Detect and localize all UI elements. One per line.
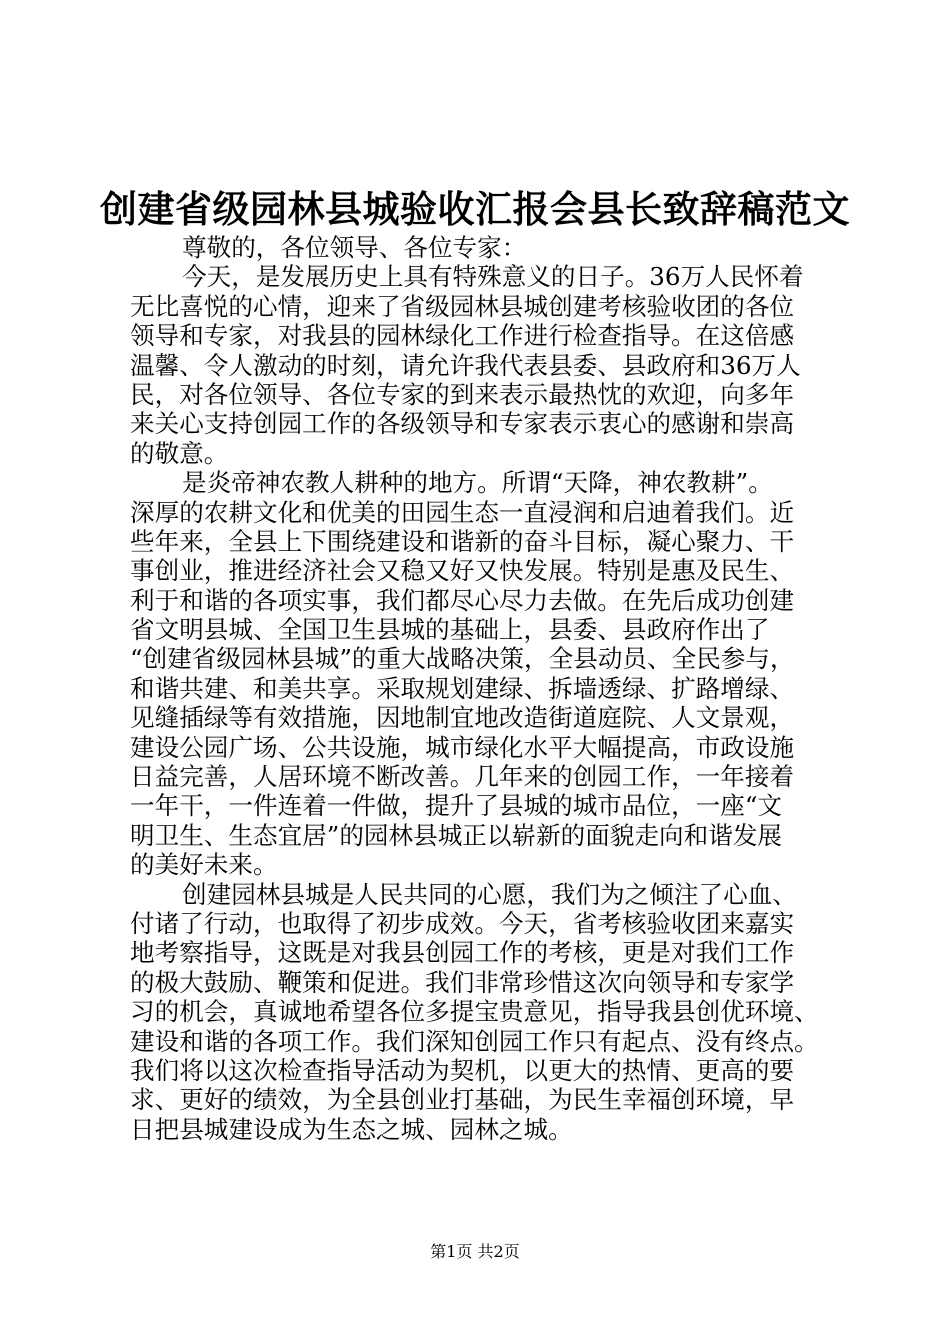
body-line: 创建园林县城是人民共同的心愿，我们为之倾注了心血、 — [182, 879, 797, 909]
body-line: 我们将以这次检查指导活动为契机，以更大的热情、更高的要 — [130, 1055, 795, 1085]
body-line: 求、更好的绩效，为全县创业打基础，为民生幸福创环境，早 — [130, 1085, 795, 1115]
body-line: 一年干，一件连着一件做，提升了县城的城市品位，一座“文 — [130, 791, 783, 821]
body-line: 习的机会，真诚地希望各位多提宝贵意见，指导我县创优环境、 — [130, 997, 819, 1027]
body-line: 民，对各位领导、各位专家的到来表示最热忱的欢迎，向多年 — [130, 379, 795, 409]
body-line: 温馨、令人激动的时刻，请允许我代表县委、县政府和36万人 — [130, 350, 801, 380]
body-line: 的美好未来。 — [130, 850, 278, 880]
document-body — [130, 233, 830, 1144]
body-line: 领导和专家，对我县的园林绿化工作进行检查指导。在这倍感 — [130, 321, 795, 351]
body-line: 些年来，全县上下围绕建设和谐新的奋斗目标，凝心聚力、干 — [130, 526, 795, 556]
body-line: 深厚的农耕文化和优美的田园生态一直浸润和启迪着我们。近 — [130, 497, 795, 527]
body-line: 建设公园广场、公共设施，城市绿化水平大幅提高，市政设施 — [130, 732, 795, 762]
body-line: 的敬意。 — [130, 438, 229, 468]
body-line: 尊敬的，各位领导、各位专家： — [182, 233, 527, 262]
body-line: 的极大鼓励、鞭策和促进。我们非常珍惜这次向领导和专家学 — [130, 967, 795, 997]
body-line: 今天，是发展历史上具有特殊意义的日子。36万人民怀着 — [182, 262, 804, 292]
body-line: 事创业，推进经济社会又稳又好又快发展。特别是惠及民生、 — [130, 556, 795, 586]
body-line: 利于和谐的各项实事，我们都尽心尽力去做。在先后成功创建 — [130, 585, 795, 615]
body-line: 建设和谐的各项工作。我们深知创园工作只有起点、没有终点。 — [130, 1026, 819, 1056]
body-line: 日把县城建设成为生态之城、园林之城。 — [130, 1114, 573, 1144]
body-line: 无比喜悦的心情，迎来了省级园林县城创建考核验收团的各位 — [130, 291, 795, 321]
body-line: 见缝插绿等有效措施，因地制宜地改造街道庭院、人文景观， — [130, 703, 795, 733]
body-line: 付诸了行动，也取得了初步成效。今天，省考核验收团来嘉实 — [130, 908, 795, 938]
body-line: 日益完善，人居环境不断改善。几年来的创园工作，一年接着 — [130, 762, 795, 792]
body-line: 是炎帝神农教人耕种的地方。所谓“天降，神农教耕”。 — [182, 468, 773, 498]
document-title: 创建省级园林县城验收汇报会县长致辞稿范文 — [100, 187, 850, 231]
body-line: 省文明县城、全国卫生县城的基础上，县委、县政府作出了 — [130, 615, 770, 645]
body-line: 和谐共建、和美共享。采取规划建绿、拆墙透绿、扩路增绿、 — [130, 673, 795, 703]
page-footer: 第1页 共2页 — [430, 1242, 520, 1261]
body-line: 地考察指导，这既是对我县创园工作的考核，更是对我们工作 — [130, 938, 795, 968]
body-line: 来关心支持创园工作的各级领导和专家表示衷心的感谢和崇高 — [130, 409, 795, 439]
body-line: “创建省级园林县城”的重大战略决策，全县动员、全民参与， — [130, 644, 795, 674]
body-line: 明卫生、生态宜居”的园林县城正以崭新的面貌走向和谐发展 — [130, 820, 783, 850]
